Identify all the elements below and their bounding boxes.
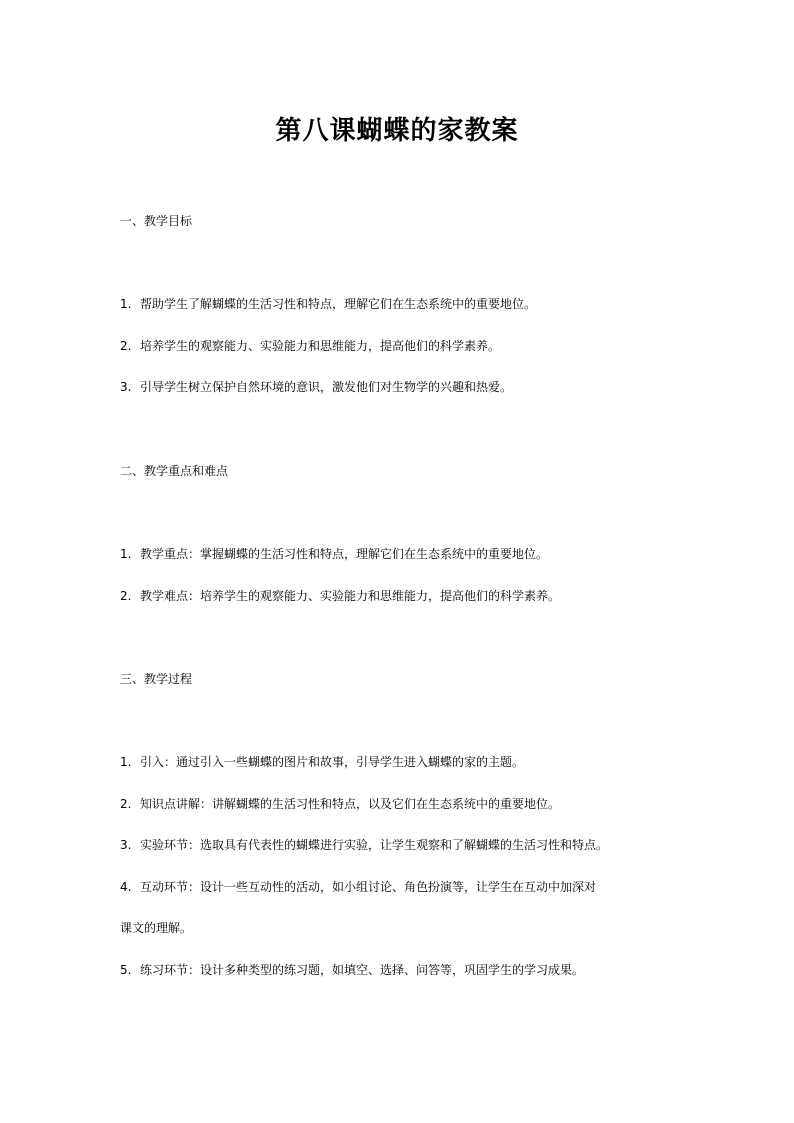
list-item — [120, 837, 608, 853]
item-number: 1. — [120, 755, 132, 769]
list-item — [120, 379, 512, 395]
item-text: 教学重点：掌握蝴蝶的生活习性和特点，理解它们在生态系统中的重要地位。 — [140, 547, 549, 561]
list-item — [120, 296, 536, 312]
item-text: 互动环节：设计一些互动性的活动，如小组讨论、角色扮演等，让学生在互动中加深对 — [140, 880, 597, 894]
list-item — [120, 754, 524, 770]
list-item-continuation: 课文的理解。 — [120, 921, 193, 935]
section-heading-process: 三、教学过程 — [120, 672, 193, 686]
item-number: 1. — [120, 547, 132, 561]
list-item — [120, 338, 500, 354]
list-item — [120, 796, 560, 812]
item-text: 培养学生的观察能力、实验能力和思维能力，提高他们的科学素养。 — [140, 339, 501, 353]
item-number: 2. — [120, 589, 132, 603]
item-number: 2. — [120, 339, 132, 353]
item-text: 帮助学生了解蝴蝶的生活习性和特点，理解它们在生态系统中的重要地位。 — [140, 297, 537, 311]
document-title: 第八课蝴蝶的家教案 — [275, 116, 519, 146]
section-heading-focus: 二、教学重点和难点 — [120, 464, 229, 478]
section-heading-goals: 一、教学目标 — [120, 214, 193, 228]
item-number: 1. — [120, 297, 132, 311]
list-item — [120, 588, 560, 604]
item-number: 5. — [120, 963, 132, 977]
item-text: 引导学生树立保护自然环境的意识，激发他们对生物学的兴趣和热爱。 — [140, 380, 513, 394]
item-text: 教学难点：培养学生的观察能力、实验能力和思维能力，提高他们的科学素养。 — [140, 589, 561, 603]
list-item — [120, 546, 548, 562]
item-number: 2. — [120, 797, 132, 811]
item-text: 知识点讲解：讲解蝴蝶的生活习性和特点，以及它们在生态系统中的重要地位。 — [140, 797, 561, 811]
item-number: 3. — [120, 380, 132, 394]
item-number: 4. — [120, 880, 132, 894]
list-item — [120, 962, 584, 978]
item-text: 练习环节：设计多种类型的练习题，如填空、选择、问答等，巩固学生的学习成果。 — [140, 963, 585, 977]
item-text: 实验环节：选取具有代表性的蝴蝶进行实验，让学生观察和了解蝴蝶的生活习性和特点。 — [140, 838, 609, 852]
list-item — [120, 879, 596, 895]
item-number: 3. — [120, 838, 132, 852]
item-text: 引入：通过引入一些蝴蝶的图片和故事，引导学生进入蝴蝶的家的主题。 — [140, 755, 525, 769]
